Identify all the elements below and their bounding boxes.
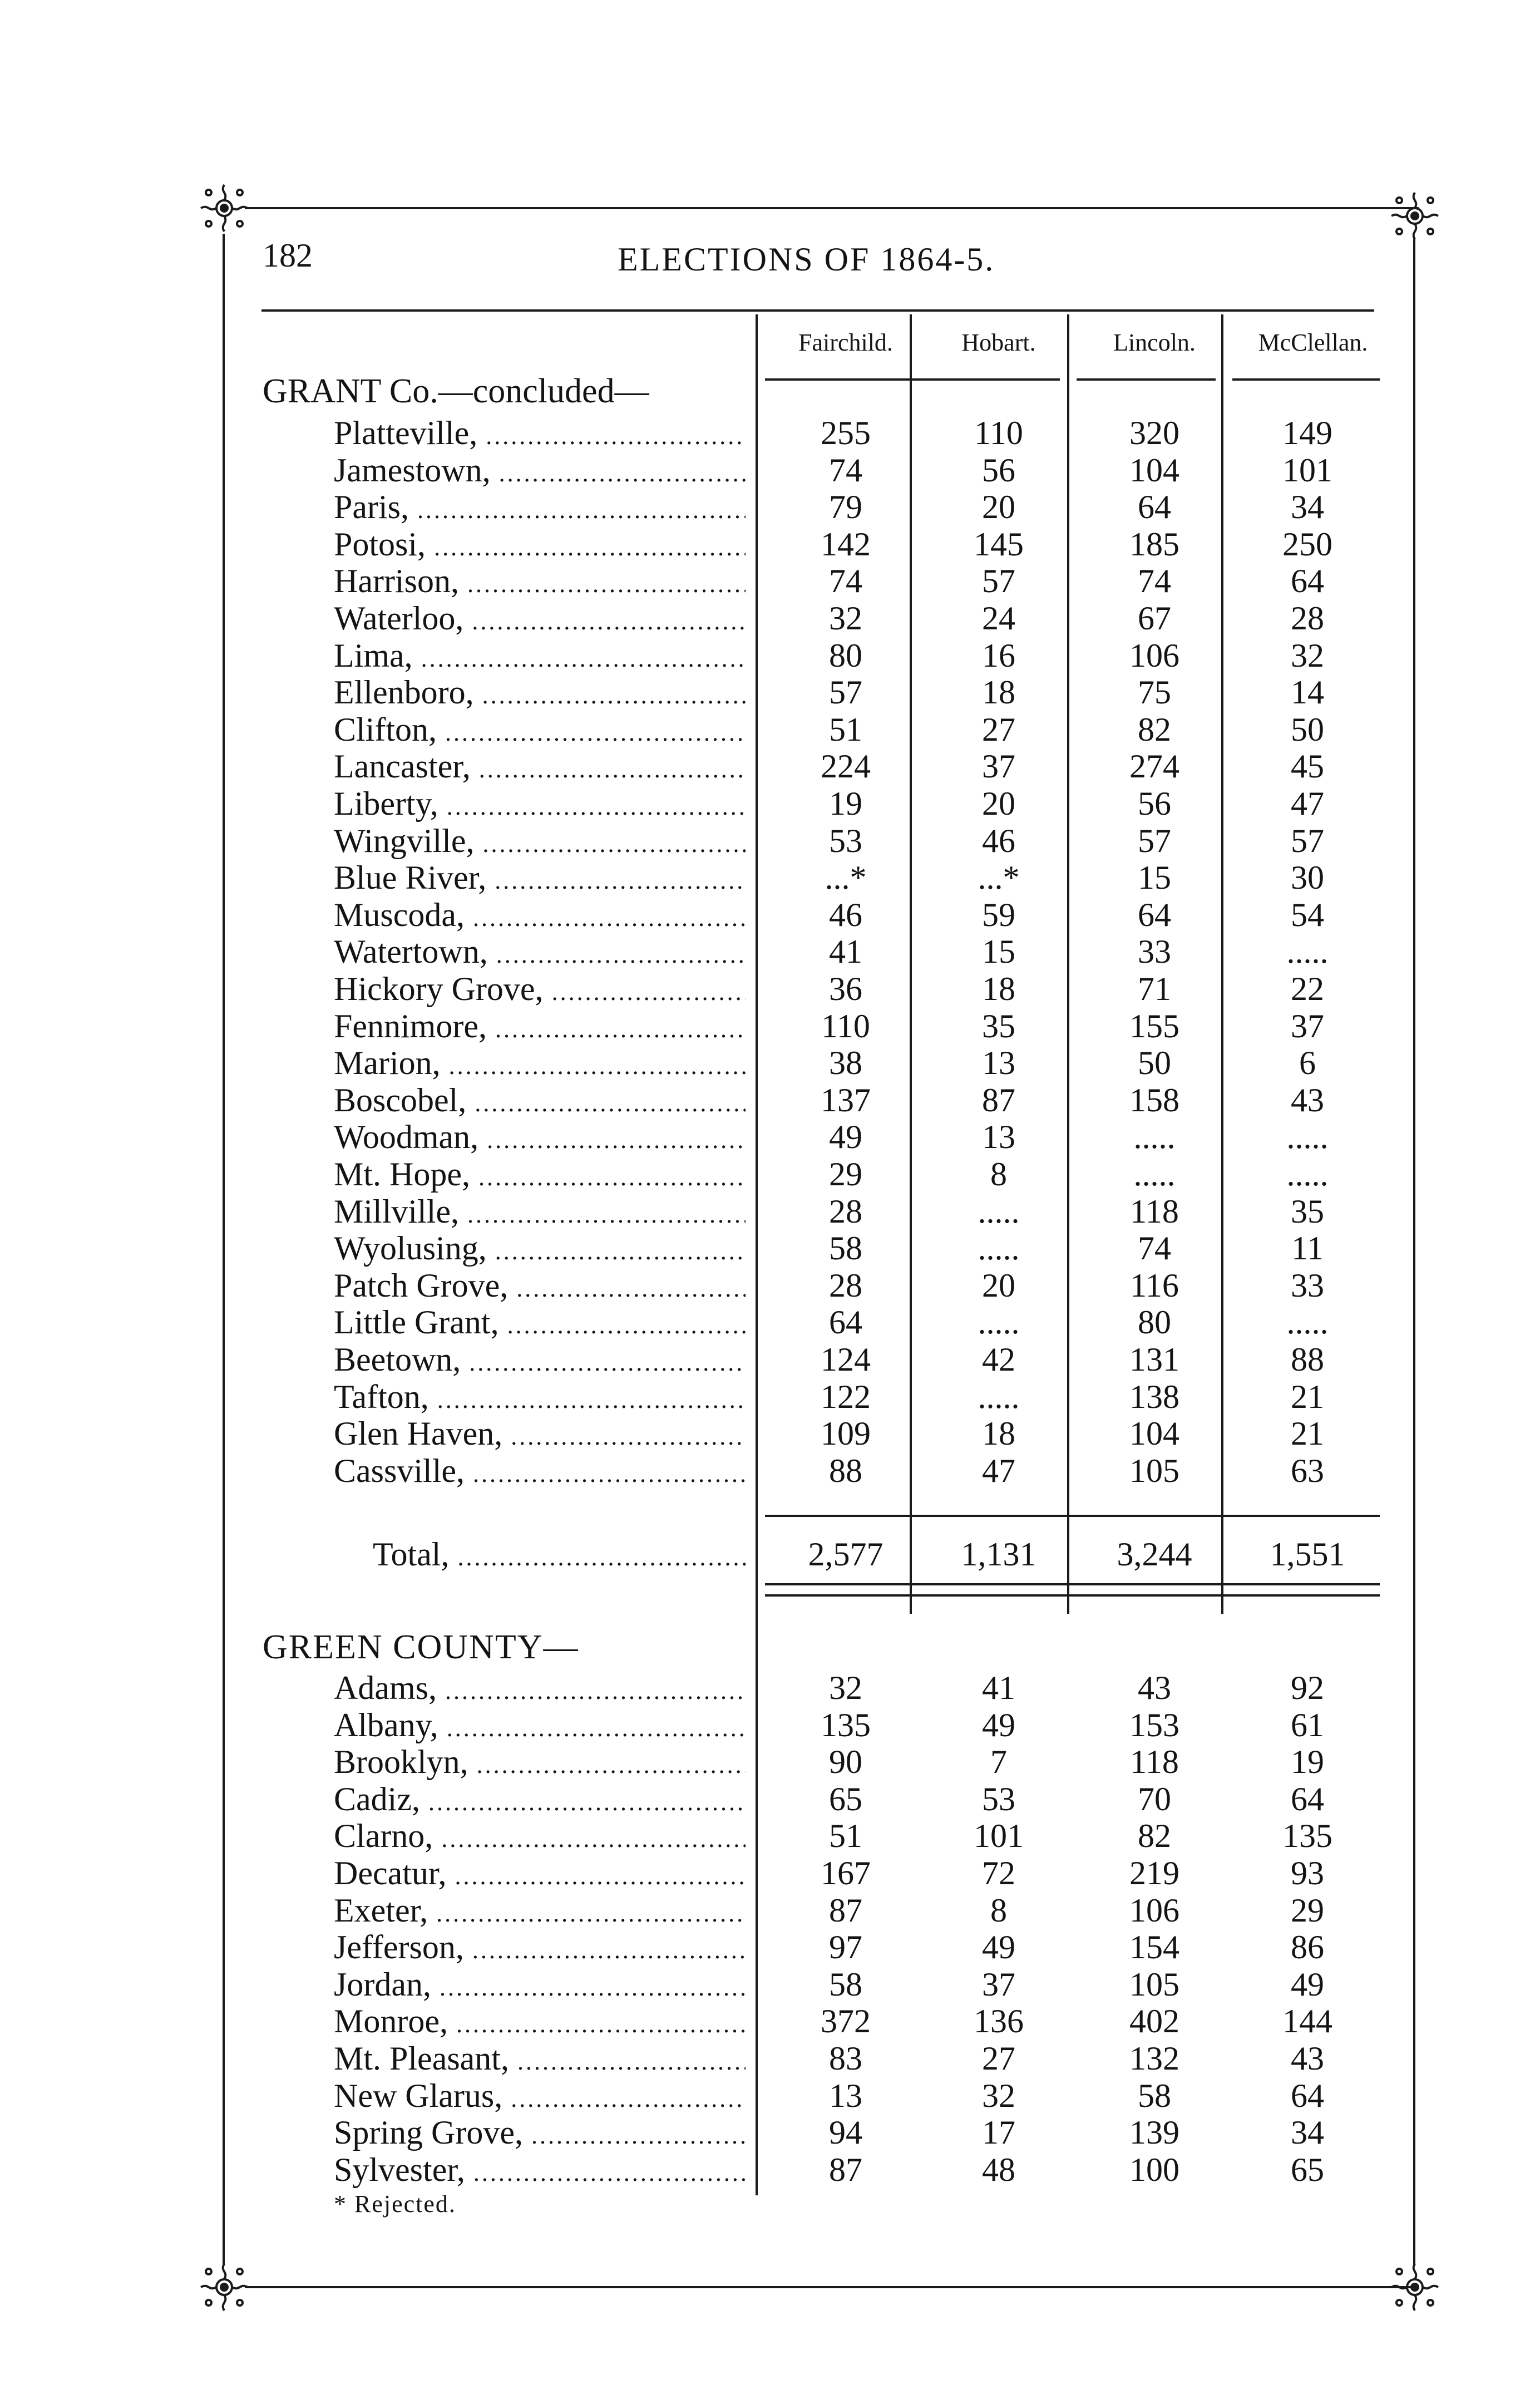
vote-count-fairchild: 255: [821, 415, 871, 451]
vote-count-lincoln: 154: [1129, 1929, 1179, 1966]
vote-count-lincoln: 74: [1138, 563, 1171, 600]
vote-count-lincoln: 132: [1129, 2040, 1179, 2077]
vote-count-lincoln: 57: [1138, 822, 1171, 859]
vote-count-hobart: 110: [974, 415, 1023, 451]
vote-count-mcclellan: 57: [1291, 822, 1324, 859]
table-row: [0, 415, 1540, 451]
vote-count-mcclellan: 50: [1291, 711, 1324, 748]
vote-count-mcclellan: 49: [1291, 1965, 1324, 2003]
total-fairchild: 2,577: [808, 1536, 883, 1573]
table-row: [0, 1452, 1540, 1489]
vote-count-fairchild: ...*: [825, 859, 867, 896]
table-row: [0, 1082, 1540, 1119]
township-name: New Glarus, .....: [334, 2077, 746, 2117]
page-number: 182: [263, 237, 313, 274]
vote-count-lincoln: 56: [1138, 785, 1171, 822]
header-rule: [261, 309, 1374, 312]
table-row: [0, 1669, 1540, 1706]
table-row: [0, 933, 1540, 970]
vote-count-fairchild: 87: [829, 2151, 862, 2188]
township-name: Lima, .....: [334, 637, 746, 677]
township-name: Millville, .....: [334, 1193, 746, 1233]
corner-ornament-bottom-right: [1388, 2260, 1442, 2314]
vote-count-mcclellan: 28: [1291, 600, 1324, 637]
vote-count-mcclellan: 45: [1291, 748, 1324, 785]
vote-count-mcclellan: 149: [1282, 415, 1332, 451]
table-row: [0, 2040, 1540, 2077]
township-name: Brooklyn, .....: [334, 1743, 746, 1784]
vote-count-fairchild: 58: [829, 1965, 862, 2003]
vote-count-lincoln: 74: [1138, 1230, 1171, 1267]
vote-count-mcclellan: 34: [1291, 489, 1324, 526]
township-name: Patch Grove, .....: [334, 1267, 746, 1307]
column-header-rule: [1232, 378, 1380, 381]
vote-count-lincoln: 58: [1138, 2077, 1171, 2114]
township-name: Spring Grove, .....: [334, 2114, 746, 2154]
vote-count-fairchild: 19: [829, 785, 862, 822]
vote-count-fairchild: 38: [829, 1045, 862, 1082]
township-name: Monroe, .....: [334, 2003, 746, 2043]
vote-count-fairchild: 94: [829, 2114, 862, 2151]
vote-count-mcclellan: 135: [1282, 1817, 1332, 1855]
table-row: [0, 1230, 1540, 1267]
vote-count-fairchild: 87: [829, 1891, 862, 1929]
vote-count-fairchild: 41: [829, 933, 862, 971]
vote-count-mcclellan: 144: [1282, 2003, 1332, 2040]
vote-count-lincoln: .....: [1133, 1156, 1176, 1193]
vote-count-fairchild: 90: [829, 1743, 862, 1781]
table-row: [0, 2151, 1540, 2188]
vote-count-mcclellan: .....: [1286, 1156, 1329, 1193]
vote-count-hobart: 18: [982, 971, 1015, 1007]
table-row: [0, 489, 1540, 525]
vote-count-fairchild: 124: [821, 1341, 871, 1378]
vote-count-hobart: 87: [982, 1081, 1015, 1119]
township-name: Exeter, .....: [334, 1892, 746, 1932]
vote-count-mcclellan: 61: [1291, 1706, 1324, 1743]
total-mcclellan: 1,551: [1270, 1536, 1345, 1573]
vote-count-fairchild: 142: [821, 525, 871, 563]
township-name: Clifton, .....: [334, 711, 746, 751]
vote-count-lincoln: 104: [1129, 1415, 1179, 1452]
vote-count-hobart: 48: [982, 2151, 1015, 2188]
township-name: Clarno, .....: [334, 1817, 746, 1858]
vote-count-fairchild: 80: [829, 637, 862, 674]
vote-count-lincoln: 185: [1129, 525, 1179, 563]
township-name: Fennimore, .....: [334, 1008, 746, 1048]
vote-count-hobart: .....: [978, 1230, 1020, 1267]
vote-count-lincoln: 118: [1130, 1743, 1179, 1781]
vote-count-mcclellan: 54: [1291, 896, 1324, 933]
column-header-mcclellan: McClellan.: [1258, 329, 1368, 356]
total-rule-above: [765, 1515, 1380, 1517]
vote-count-lincoln: 320: [1129, 415, 1179, 451]
township-name: Jordan, .....: [334, 1966, 746, 2006]
table-row: [0, 1156, 1540, 1193]
vote-count-mcclellan: 86: [1291, 1929, 1324, 1966]
vote-count-fairchild: 51: [829, 711, 862, 748]
vote-count-mcclellan: 65: [1291, 2151, 1324, 2188]
table-row: [0, 1415, 1540, 1452]
footnote: * Rejected.: [334, 2190, 456, 2218]
vote-count-mcclellan: 101: [1282, 451, 1332, 489]
township-name: Woodman, .....: [334, 1119, 746, 1159]
table-row: [0, 748, 1540, 785]
vote-count-fairchild: 58: [829, 1230, 862, 1267]
vote-count-mcclellan: 29: [1291, 1891, 1324, 1929]
vote-count-fairchild: 29: [829, 1156, 862, 1193]
vote-count-fairchild: 53: [829, 822, 862, 859]
township-name: Albany, .....: [334, 1707, 746, 1747]
vote-count-hobart: 24: [982, 600, 1015, 637]
vote-count-mcclellan: 63: [1291, 1452, 1324, 1489]
vote-count-lincoln: 71: [1138, 971, 1171, 1007]
vote-count-fairchild: 51: [829, 1817, 862, 1855]
column-header-lincoln: Lincoln.: [1113, 329, 1196, 356]
vote-count-fairchild: 64: [829, 1304, 862, 1341]
vote-count-lincoln: 82: [1138, 711, 1171, 748]
vote-count-hobart: 20: [982, 489, 1015, 526]
vote-count-hobart: 16: [982, 637, 1015, 674]
vote-count-lincoln: 118: [1130, 1193, 1179, 1230]
township-name: Decatur, .....: [334, 1855, 746, 1895]
township-name: Platteville, .....: [334, 415, 746, 455]
vote-count-fairchild: 57: [829, 674, 862, 711]
table-row: [0, 1855, 1540, 1891]
vote-count-hobart: 18: [982, 674, 1015, 711]
vote-count-lincoln: 70: [1138, 1780, 1171, 1817]
vote-count-lincoln: 50: [1138, 1045, 1171, 1082]
vote-count-lincoln: 155: [1129, 1007, 1179, 1045]
vote-count-mcclellan: 32: [1291, 637, 1324, 674]
column-header-hobart: Hobart.: [961, 329, 1036, 356]
township-name: Marion, .....: [334, 1045, 746, 1085]
vote-count-hobart: 18: [982, 1415, 1015, 1452]
township-name: Paris, .....: [334, 489, 746, 529]
vote-count-fairchild: 36: [829, 971, 862, 1007]
vote-count-hobart: 101: [974, 1817, 1024, 1855]
vote-count-hobart: 72: [982, 1855, 1015, 1891]
vote-count-mcclellan: 30: [1291, 859, 1324, 896]
vote-count-hobart: 47: [982, 1452, 1015, 1489]
table-row: [0, 674, 1540, 711]
vote-count-fairchild: 135: [821, 1706, 871, 1743]
vote-count-fairchild: 46: [829, 896, 862, 933]
vote-count-lincoln: 105: [1129, 1965, 1179, 2003]
total-label: Total, .....: [373, 1536, 746, 1576]
vote-count-hobart: 49: [982, 1706, 1015, 1743]
table-row: [0, 1966, 1540, 2003]
vote-count-lincoln: 138: [1129, 1378, 1179, 1415]
table-row: [0, 859, 1540, 896]
township-name: Cadiz, .....: [334, 1781, 746, 1821]
vote-count-mcclellan: 64: [1291, 1780, 1324, 1817]
vote-count-fairchild: 28: [829, 1267, 862, 1304]
vote-count-hobart: 59: [982, 896, 1015, 933]
township-name: Potosi, .....: [334, 526, 746, 566]
vote-count-hobart: 136: [974, 2003, 1024, 2040]
township-name: Cassville, .....: [334, 1452, 746, 1492]
table-row: [0, 2077, 1540, 2114]
vote-count-hobart: 20: [982, 785, 1015, 822]
table-row: [0, 637, 1540, 674]
township-name: Beetown, .....: [334, 1341, 746, 1381]
vote-count-mcclellan: 33: [1291, 1267, 1324, 1304]
table-row: [0, 1008, 1540, 1045]
vote-count-fairchild: 224: [821, 748, 871, 785]
vote-count-lincoln: .....: [1133, 1119, 1176, 1156]
township-name: Jamestown, .....: [334, 452, 746, 492]
vote-count-fairchild: 74: [829, 451, 862, 489]
township-name: Ellenboro, .....: [334, 674, 746, 714]
vote-count-mcclellan: 47: [1291, 785, 1324, 822]
vote-count-lincoln: 219: [1129, 1855, 1179, 1891]
vote-count-hobart: 8: [990, 1891, 1007, 1929]
total-rule-below: [765, 1594, 1380, 1597]
column-header-rule: [1077, 378, 1216, 381]
vote-count-mcclellan: 64: [1291, 2077, 1324, 2114]
vote-count-fairchild: 137: [821, 1081, 871, 1119]
vote-count-fairchild: 97: [829, 1929, 862, 1966]
vote-count-lincoln: 64: [1138, 489, 1171, 526]
table-row: [0, 1743, 1540, 1780]
vote-count-hobart: 27: [982, 711, 1015, 748]
township-name: Little Grant, .....: [334, 1304, 746, 1344]
vote-count-lincoln: 80: [1138, 1304, 1171, 1341]
vote-count-mcclellan: 43: [1291, 1081, 1324, 1119]
vote-count-fairchild: 88: [829, 1452, 862, 1489]
column-header-rule: [765, 378, 1060, 381]
table-row: [0, 526, 1540, 563]
vote-count-hobart: ...*: [978, 859, 1020, 896]
table-row: [0, 711, 1540, 748]
table-row: [0, 1817, 1540, 1854]
table-row: [0, 1304, 1540, 1341]
township-name: Blue River, .....: [334, 859, 746, 899]
vote-count-mcclellan: 19: [1291, 1743, 1324, 1781]
township-name: Waterloo, .....: [334, 600, 746, 640]
table-row: [0, 1341, 1540, 1378]
vote-count-mcclellan: 6: [1299, 1045, 1316, 1082]
vote-count-lincoln: 43: [1138, 1669, 1171, 1706]
vote-count-hobart: 37: [982, 1965, 1015, 2003]
vote-count-hobart: 57: [982, 563, 1015, 600]
vote-count-lincoln: 105: [1129, 1452, 1179, 1489]
vote-count-fairchild: 32: [829, 600, 862, 637]
vote-count-lincoln: 67: [1138, 600, 1171, 637]
vote-count-mcclellan: 64: [1291, 563, 1324, 600]
vote-count-lincoln: 100: [1129, 2151, 1179, 2188]
vote-count-hobart: 145: [974, 525, 1024, 563]
corner-ornament-top-left: [198, 181, 251, 235]
vote-count-lincoln: 153: [1129, 1706, 1179, 1743]
column-header-fairchild: Fairchild.: [798, 329, 893, 356]
vote-count-fairchild: 167: [821, 1855, 871, 1891]
table-row: [0, 1193, 1540, 1230]
vote-count-lincoln: 274: [1129, 748, 1179, 785]
vote-count-lincoln: 106: [1129, 1891, 1179, 1929]
vote-count-fairchild: 372: [821, 2003, 871, 2040]
county-heading-grant: GRANT Co.—concluded—: [263, 372, 649, 410]
vote-count-mcclellan: 21: [1291, 1415, 1324, 1452]
township-name: Jefferson, .....: [334, 1929, 746, 1969]
vote-count-hobart: 27: [982, 2040, 1015, 2077]
table-row: [0, 1781, 1540, 1817]
vote-count-lincoln: 64: [1138, 896, 1171, 933]
table-row: [0, 1378, 1540, 1415]
total-row: [0, 1536, 1540, 1573]
table-row: [0, 1707, 1540, 1743]
vote-count-hobart: 7: [990, 1743, 1007, 1781]
vote-count-fairchild: 122: [821, 1378, 871, 1415]
vote-count-lincoln: 131: [1129, 1341, 1179, 1378]
vote-count-lincoln: 33: [1138, 933, 1171, 971]
vote-count-fairchild: 74: [829, 563, 862, 600]
vote-count-hobart: 13: [982, 1119, 1015, 1156]
vote-count-fairchild: 110: [821, 1007, 870, 1045]
vote-count-lincoln: 116: [1130, 1267, 1179, 1304]
table-row: [0, 822, 1540, 859]
total-rule-below: [765, 1583, 1380, 1585]
vote-count-mcclellan: 88: [1291, 1341, 1324, 1378]
vote-count-hobart: 37: [982, 748, 1015, 785]
total-hobart: 1,131: [961, 1536, 1036, 1573]
frame-top-rule: [245, 207, 1419, 209]
vote-count-mcclellan: 35: [1291, 1193, 1324, 1230]
vote-count-mcclellan: 11: [1291, 1230, 1324, 1267]
table-row: [0, 971, 1540, 1007]
vote-count-lincoln: 104: [1129, 451, 1179, 489]
vote-count-mcclellan: .....: [1286, 1119, 1329, 1156]
vote-count-fairchild: 32: [829, 1669, 862, 1706]
vote-count-hobart: .....: [978, 1304, 1020, 1341]
township-name: Glen Haven, .....: [334, 1415, 746, 1455]
township-name: Wyolusing, .....: [334, 1230, 746, 1270]
vote-count-fairchild: 13: [829, 2077, 862, 2114]
vote-count-lincoln: 15: [1138, 859, 1171, 896]
township-name: Mt. Hope, .....: [334, 1156, 746, 1196]
township-name: Watertown, .....: [334, 933, 746, 973]
table-row: [0, 600, 1540, 637]
vote-count-lincoln: 106: [1129, 637, 1179, 674]
vote-count-lincoln: 139: [1129, 2114, 1179, 2151]
township-name: Adams, .....: [334, 1669, 746, 1710]
frame-bottom-rule: [245, 2286, 1419, 2288]
county-heading-green: GREEN COUNTY—: [263, 1628, 579, 1666]
vote-count-hobart: 32: [982, 2077, 1015, 2114]
vote-count-hobart: .....: [978, 1378, 1020, 1415]
total-lincoln: 3,244: [1117, 1536, 1192, 1573]
table-row: [0, 452, 1540, 489]
vote-count-mcclellan: 250: [1282, 525, 1332, 563]
vote-count-fairchild: 109: [821, 1415, 871, 1452]
township-name: Tafton, .....: [334, 1378, 746, 1418]
corner-ornament-bottom-left: [198, 2260, 251, 2314]
vote-count-hobart: 15: [982, 933, 1015, 971]
vote-count-hobart: 53: [982, 1780, 1015, 1817]
vote-count-mcclellan: 43: [1291, 2040, 1324, 2077]
township-name: Liberty, .....: [334, 785, 746, 825]
vote-count-hobart: 56: [982, 451, 1015, 489]
corner-ornament-top-right: [1388, 189, 1442, 243]
vote-count-fairchild: 79: [829, 489, 862, 526]
vote-count-lincoln: 82: [1138, 1817, 1171, 1855]
vote-count-lincoln: 158: [1129, 1081, 1179, 1119]
township-name: Boscobel, .....: [334, 1082, 746, 1122]
vote-count-hobart: 8: [990, 1156, 1007, 1193]
table-row: [0, 1892, 1540, 1929]
table-row: [0, 896, 1540, 933]
vote-count-mcclellan: 22: [1291, 971, 1324, 1007]
vote-count-hobart: .....: [978, 1193, 1020, 1230]
vote-count-lincoln: 75: [1138, 674, 1171, 711]
table-row: [0, 1119, 1540, 1155]
table-row: [0, 1267, 1540, 1304]
table-row: [0, 563, 1540, 599]
table-row: [0, 1929, 1540, 1965]
township-name: Harrison, .....: [334, 563, 746, 603]
vote-count-mcclellan: 92: [1291, 1669, 1324, 1706]
vote-count-hobart: 41: [982, 1669, 1015, 1706]
vote-count-mcclellan: 34: [1291, 2114, 1324, 2151]
vote-count-hobart: 49: [982, 1929, 1015, 1966]
vote-count-mcclellan: 37: [1291, 1007, 1324, 1045]
table-row: [0, 785, 1540, 822]
vote-count-mcclellan: .....: [1286, 933, 1329, 971]
vote-count-hobart: 17: [982, 2114, 1015, 2151]
vote-count-mcclellan: 21: [1291, 1378, 1324, 1415]
township-name: Wingville, .....: [334, 822, 746, 863]
township-name: Lancaster, .....: [334, 748, 746, 788]
township-name: Sylvester, .....: [334, 2151, 746, 2191]
vote-count-fairchild: 28: [829, 1193, 862, 1230]
vote-count-mcclellan: .....: [1286, 1304, 1329, 1341]
table-row: [0, 1045, 1540, 1081]
vote-count-fairchild: 83: [829, 2040, 862, 2077]
vote-count-mcclellan: 14: [1291, 674, 1324, 711]
vote-count-lincoln: 402: [1129, 2003, 1179, 2040]
vote-count-hobart: 42: [982, 1341, 1015, 1378]
vote-count-hobart: 20: [982, 1267, 1015, 1304]
table-row: [0, 2003, 1540, 2040]
vote-count-hobart: 13: [982, 1045, 1015, 1082]
vote-count-fairchild: 65: [829, 1780, 862, 1817]
vote-count-hobart: 35: [982, 1007, 1015, 1045]
township-name: Hickory Grove, .....: [334, 971, 746, 1011]
running-head: ELECTIONS OF 1864-5.: [618, 241, 995, 278]
township-name: Muscoda, .....: [334, 896, 746, 937]
vote-count-mcclellan: 93: [1291, 1855, 1324, 1891]
township-name: Mt. Pleasant, .....: [334, 2040, 746, 2080]
table-row: [0, 2114, 1540, 2151]
vote-count-hobart: 46: [982, 822, 1015, 859]
vote-count-fairchild: 49: [829, 1119, 862, 1156]
